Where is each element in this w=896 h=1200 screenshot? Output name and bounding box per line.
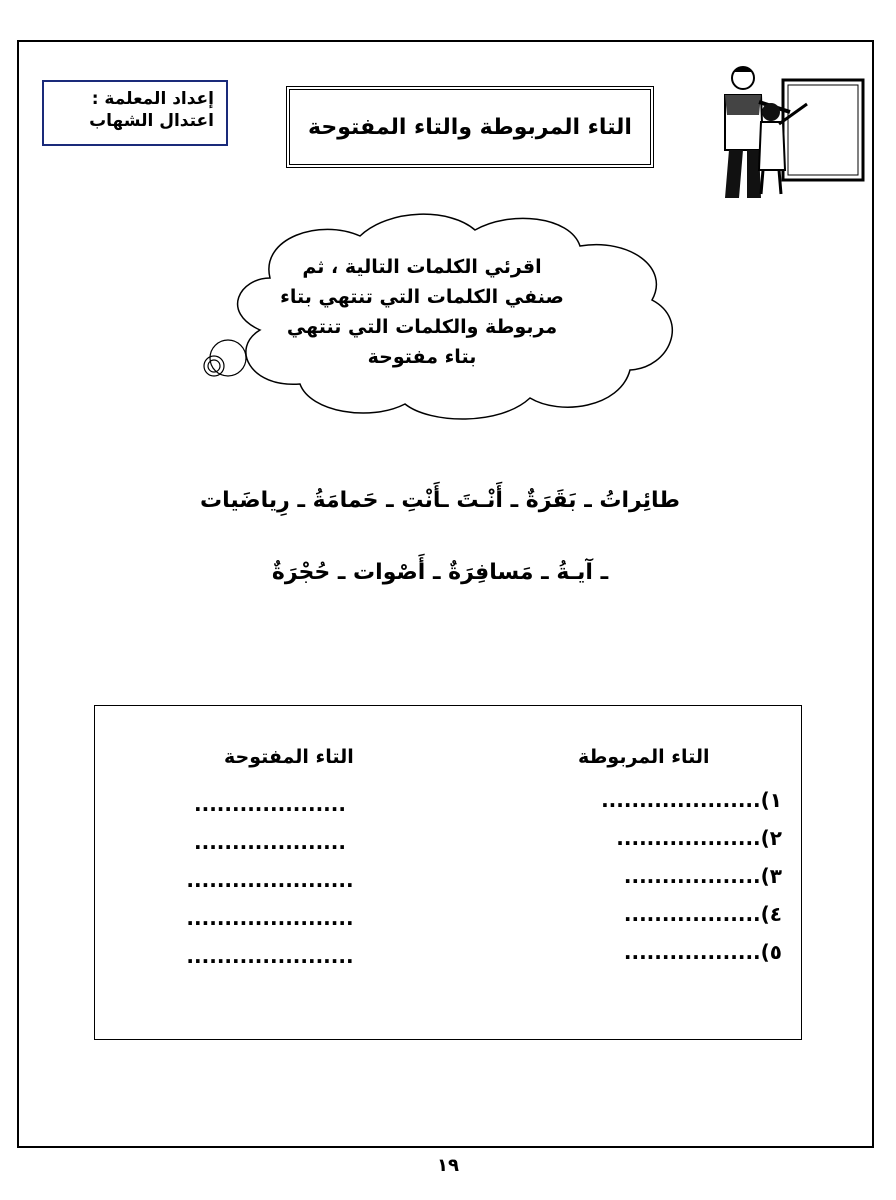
instruction-text: [262, 252, 582, 372]
instruction-line: مربوطة والكلمات التي تنتهي: [286, 316, 558, 338]
author-label: إعداد المعلمة :: [91, 89, 214, 109]
word-list-line: طائِراتُ ـ بَقَرَةٌ ـ أَنْـتَ ـأَنْتِ ـ حَمامَةُ ـ رِياضَيات: [200, 488, 680, 513]
word-list-line: ـ آيـةُ ـ مَسافِرَةٌ ـ أَصْوات ـ حُجْرَةٌ: [271, 560, 609, 585]
instruction-line: اقرئي الكلمات التالية ، ثم: [302, 256, 542, 278]
answer-blank-marbuta[interactable]: ٢)...................: [616, 826, 782, 850]
instruction-line: بتاء مفتوحة: [367, 346, 477, 368]
answer-blank-marbuta[interactable]: ٣)..................: [623, 864, 782, 888]
answer-blank-maftuha[interactable]: ......................: [186, 944, 354, 968]
answer-blank-marbuta[interactable]: ٥)..................: [623, 940, 782, 964]
answer-blank-marbuta[interactable]: ١).....................: [601, 788, 782, 812]
answer-blank-maftuha[interactable]: ....................: [194, 830, 346, 854]
answer-blank-maftuha[interactable]: ......................: [186, 906, 354, 930]
author-name: اعتدال الشهاب: [89, 111, 214, 131]
title-box: [286, 86, 654, 168]
page-title: التاء المربوطة والتاء المفتوحة: [308, 114, 632, 140]
author-box: [42, 80, 228, 146]
answer-blank-maftuha[interactable]: ....................: [194, 792, 346, 816]
teacher-student-illustration: [695, 60, 870, 200]
answer-blank-maftuha[interactable]: ......................: [186, 868, 354, 892]
column-header-taa-maftuha: التاء المفتوحة: [224, 746, 354, 768]
page-number: ١٩: [437, 1155, 459, 1176]
instruction-line: صنفي الكلمات التي تنتهي بتاء: [280, 286, 564, 308]
column-header-taa-marbuta: التاء المربوطة: [578, 746, 710, 768]
answer-blank-marbuta[interactable]: ٤)..................: [623, 902, 782, 926]
